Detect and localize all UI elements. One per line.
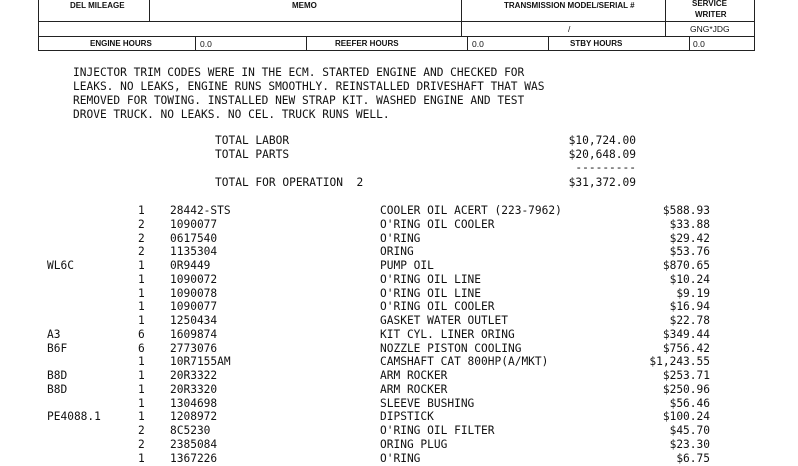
part-number: 1208972 (170, 410, 218, 424)
part-qty: 1 (138, 314, 145, 327)
total-parts-label: TOTAL PARTS (215, 148, 290, 161)
part-qty: 1 (138, 369, 145, 382)
part-number: 0R9449 (170, 259, 211, 272)
part-code: B8D (47, 382, 68, 396)
engine-hours-value: 0.0 (200, 39, 212, 49)
part-price: $16.94 (669, 300, 710, 314)
part-price: $53.76 (669, 245, 710, 259)
part-description: CAMSHAFT CAT 800HP(A/MKT) (380, 355, 549, 369)
parts-row (0, 397, 798, 411)
totals-separator: --------- (575, 161, 636, 174)
part-qty: 1 (138, 204, 145, 217)
part-number: 1090078 (170, 286, 218, 300)
part-qty: 1 (138, 410, 145, 424)
part-description: O'RING OIL LINE (380, 286, 482, 300)
part-description: SLEEVE BUSHING (380, 396, 475, 410)
parts-row (0, 259, 798, 273)
part-price: $756.42 (662, 341, 710, 355)
total-operation-value: $31,372.09 (568, 176, 636, 189)
part-number: 1304698 (170, 396, 218, 410)
stby-hours-label: STBY HOURS (570, 39, 623, 48)
part-qty: 2 (138, 245, 145, 259)
note-line-4: DROVE TRUCK. NO LEAKS. NO CEL. TRUCK RUNS WELL. (73, 108, 390, 121)
part-description: KIT CYL. LINER ORING (380, 327, 515, 341)
part-qty: 2 (138, 231, 145, 245)
parts-row (0, 369, 798, 383)
part-qty: 2 (138, 217, 145, 231)
parts-row (0, 424, 798, 438)
transmission-value: / (568, 24, 571, 34)
part-number: 1090072 (170, 272, 218, 286)
part-description: ARM ROCKER (380, 369, 448, 382)
part-price: $33.88 (669, 217, 710, 231)
part-qty: 6 (138, 327, 145, 341)
part-description: PUMP OIL (380, 259, 434, 272)
parts-row (0, 314, 798, 328)
part-price: $29.42 (669, 231, 710, 245)
part-price: $1,243.55 (649, 355, 710, 369)
parts-row (0, 383, 798, 397)
stby-hours-value: 0.0 (693, 39, 705, 49)
part-description: ARM ROCKER (380, 382, 448, 396)
part-number: 1090077 (170, 217, 218, 231)
part-number: 1609874 (170, 327, 218, 341)
total-labor-value: $10,724.00 (568, 134, 636, 147)
del-mileage-label: DEL MILEAGE (70, 1, 125, 10)
parts-row (0, 204, 798, 218)
part-price: $588.93 (662, 204, 710, 217)
part-description: NOZZLE PISTON COOLING (380, 341, 522, 355)
parts-row (0, 218, 798, 232)
total-operation-label: TOTAL FOR OPERATION 2 (215, 176, 364, 189)
part-description: ORING PLUG (380, 437, 448, 451)
note-line-1: INJECTOR TRIM CODES WERE IN THE ECM. STARTED ENGINE AND CHECKED FOR (73, 66, 525, 79)
part-code: B8D (47, 369, 68, 382)
part-qty: 1 (138, 451, 145, 465)
part-code: PE4088.1 (47, 410, 101, 424)
part-price: $253.71 (662, 369, 710, 382)
part-qty: 2 (138, 424, 145, 437)
part-qty: 1 (138, 272, 145, 286)
total-labor-label: TOTAL LABOR (215, 134, 290, 147)
part-qty: 2 (138, 437, 145, 451)
part-number: 1090077 (170, 300, 218, 314)
part-number: 2773076 (170, 341, 218, 355)
parts-row (0, 410, 798, 424)
part-description: O'RING OIL COOLER (380, 217, 495, 231)
service-writer-value: GNG*JDG (690, 24, 730, 34)
part-price: $9.19 (676, 286, 710, 300)
parts-row (0, 355, 798, 369)
note-line-2: LEAKS. NO LEAKS, ENGINE RUNS SMOOTHLY. REINSTALLED DRIVESHAFT THAT WAS (73, 80, 545, 93)
part-number: 20R3320 (170, 382, 218, 396)
reefer-hours-label: REEFER HOURS (335, 39, 399, 48)
part-price: $100.24 (662, 410, 710, 424)
part-number: 2385084 (170, 437, 218, 451)
part-price: $6.75 (676, 451, 710, 465)
parts-row (0, 287, 798, 301)
part-code: B6F (47, 341, 68, 355)
part-description: O'RING (380, 231, 421, 245)
part-price: $56.46 (669, 396, 710, 410)
total-parts-value: $20,648.09 (568, 148, 636, 161)
part-qty: 6 (138, 341, 145, 355)
part-number: 1250434 (170, 314, 218, 327)
part-description: O'RING (380, 451, 421, 465)
part-code: WL6C (47, 259, 74, 272)
part-description: DIPSTICK (380, 410, 434, 424)
part-qty: 1 (138, 286, 145, 300)
note-line-3: REMOVED FOR TOWING. INSTALLED NEW STRAP KIT. WASHED ENGINE AND TEST (73, 94, 525, 107)
part-qty: 1 (138, 355, 145, 369)
part-qty: 1 (138, 396, 145, 410)
reefer-hours-value: 0.0 (472, 39, 484, 49)
engine-hours-label: ENGINE HOURS (90, 39, 152, 48)
part-description: COOLER OIL ACERT (223-7962) (380, 204, 562, 217)
memo-label: MEMO (292, 1, 317, 10)
parts-row (0, 342, 798, 356)
parts-row (0, 273, 798, 287)
part-description: O'RING OIL LINE (380, 272, 482, 286)
service-writer-label-2: WRITER (695, 10, 727, 19)
parts-row (0, 232, 798, 246)
part-qty: 1 (138, 259, 145, 272)
mid-row-left (38, 21, 462, 37)
header-form (0, 0, 798, 52)
part-qty: 1 (138, 300, 145, 314)
parts-row (0, 300, 798, 314)
part-number: 8C5230 (170, 424, 211, 437)
part-price: $250.96 (662, 382, 710, 396)
transmission-label: TRANSMISSION MODEL/SERIAL # (504, 1, 635, 10)
part-description: GASKET WATER OUTLET (380, 314, 508, 327)
part-number: 10R7155AM (170, 355, 231, 369)
parts-row (0, 438, 798, 452)
parts-row (0, 245, 798, 259)
part-number: 0617540 (170, 231, 218, 245)
part-number: 20R3322 (170, 369, 218, 382)
parts-row (0, 328, 798, 342)
part-qty: 1 (138, 382, 145, 396)
part-price: $349.44 (662, 327, 710, 341)
part-price: $10.24 (669, 272, 710, 286)
part-price: $870.65 (662, 259, 710, 272)
part-description: O'RING OIL COOLER (380, 300, 495, 314)
part-number: 1367226 (170, 451, 218, 465)
part-description: O'RING OIL FILTER (380, 424, 495, 437)
part-price: $23.30 (669, 437, 710, 451)
part-number: 28442-STS (170, 204, 231, 217)
parts-row (0, 452, 798, 466)
part-code: A3 (47, 327, 61, 341)
part-description: ORING (380, 245, 414, 259)
part-number: 1135304 (170, 245, 218, 259)
mid-row-transmission (461, 21, 666, 37)
part-price: $45.70 (669, 424, 710, 437)
part-price: $22.78 (669, 314, 710, 327)
service-writer-label-1: SERVICE (692, 0, 727, 8)
